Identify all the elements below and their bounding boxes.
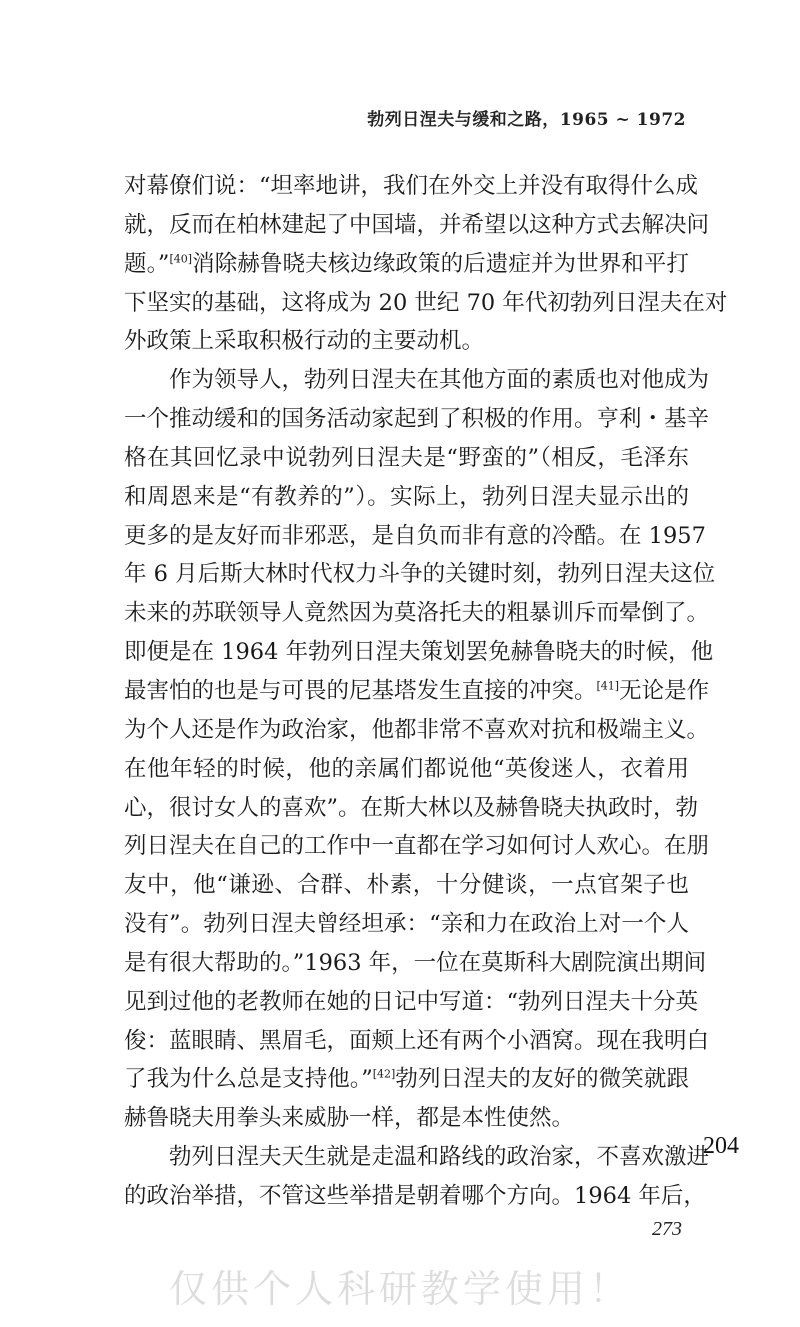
watermark: 仅供个人科研教学使用！: [168, 1267, 631, 1311]
text-line: [124, 672, 710, 711]
text-line: [124, 1060, 689, 1099]
footnote-reference: [42]: [372, 1067, 396, 1081]
text-line: [124, 633, 714, 672]
text-line: [124, 439, 689, 478]
text-line: [124, 866, 689, 905]
line-text-continued: 勃列日涅夫的友好的微笑就跟: [395, 1066, 689, 1093]
line-text: 年 6 月后斯大林时代权力斗争的关键时刻，勃列日涅夫这位: [124, 561, 716, 588]
text-line: [124, 789, 699, 828]
line-text: 未来的苏联领导人竟然因为莫洛托夫的粗暴训斥而晕倒了。: [124, 600, 710, 627]
text-line: [124, 1022, 710, 1061]
text-line: [124, 983, 699, 1022]
text-line: [124, 1138, 710, 1177]
text-line: [124, 167, 699, 206]
line-text: 题。”: [124, 250, 170, 277]
line-text: 即便是在 1964 年勃列日涅夫策划罢免赫鲁晓夫的时候，他: [124, 639, 714, 666]
paragraph: [124, 361, 716, 1138]
line-text: 一个推动缓和的国务活动家起到了积极的作用。亨利・基辛: [124, 406, 710, 433]
text-line: [124, 245, 689, 284]
line-text: 为个人还是作为政治家，他都非常不喜欢对抗和极端主义。: [124, 716, 710, 743]
text-line: [124, 284, 728, 323]
text-line: [124, 944, 707, 983]
text-line: [124, 750, 689, 789]
text-line: [124, 1177, 706, 1216]
footnote-reference: [40]: [169, 252, 193, 266]
text-line: [124, 827, 710, 866]
text-line: [124, 905, 689, 944]
page-number: 273: [652, 1218, 682, 1240]
line-text: 了我为什么总是支持他。”: [124, 1066, 373, 1093]
margin-page-reference: 204: [703, 1133, 739, 1159]
line-text: 心，很讨女人的喜欢”。在斯大林以及赫鲁晓夫执政时，勃: [124, 794, 699, 821]
line-text: 赫鲁晓夫用拳头来威胁一样，都是本性使然。: [124, 1105, 575, 1132]
line-text-continued: 无论是作: [619, 677, 710, 704]
line-text: 对幕僚们说：“坦率地讲，我们在外交上并没有取得什么成: [124, 173, 699, 199]
line-text: 在他年轻的时候，他的亲属们都说他“英俊迷人，衣着用: [124, 755, 689, 782]
line-text: 最害怕的也是与可畏的尼基塔发生直接的冲突。: [124, 677, 597, 704]
line-text: 和周恩来是“有教养的”）。实际上，勃列日涅夫显示出的: [124, 483, 689, 510]
line-text: 是有很大帮助的。”1963 年，一位在莫斯科大剧院演出期间: [124, 949, 707, 976]
text-line: [124, 361, 710, 400]
line-text: 外政策上采取积极行动的主要动机。: [124, 328, 485, 355]
footnote-reference: [41]: [596, 679, 620, 693]
line-text: 的政治举措，不管这些举措是朝着哪个方向。1964 年后，: [124, 1182, 706, 1209]
text-line: [124, 517, 706, 556]
text-line: [124, 400, 710, 439]
line-text: 更多的是友好而非邪恶，是自负而非有意的冷酷。在 1957: [124, 522, 706, 549]
text-line: [124, 594, 710, 633]
line-text: 作为领导人，勃列日涅夫在其他方面的素质也对他成为: [169, 367, 710, 394]
running-header: 勃列日涅夫与缓和之路，1965 ~ 1972: [367, 110, 686, 130]
text-line: [124, 711, 710, 750]
text-line: [124, 206, 710, 245]
text-line: [124, 555, 716, 594]
line-text: 列日涅夫在自己的工作中一直都在学习如何讨人欢心。在朋: [124, 833, 710, 860]
line-text: 没有”。勃列日涅夫曾经坦承：“亲和力在政治上对一个人: [124, 911, 689, 938]
line-text: 见到过他的老教师在她的日记中写道：“勃列日涅夫十分英: [124, 988, 699, 1015]
line-text: 勃列日涅夫天生就是走温和路线的政治家，不喜欢激进: [169, 1144, 710, 1171]
paragraph: [124, 167, 728, 361]
line-text-continued: 消除赫鲁晓夫核边缘政策的后遗症并为世界和平打: [192, 250, 689, 277]
text-line: [124, 478, 689, 517]
text-line: [124, 322, 689, 361]
line-text: 就，反而在柏林建起了中国墙，并希望以这种方式去解决问: [124, 211, 710, 238]
line-text: 友中，他“谦逊、合群、朴素，十分健谈，一点官架子也: [124, 872, 689, 899]
text-line: [124, 1099, 689, 1138]
paragraph: [124, 1138, 710, 1216]
line-text: 下坚实的基础，这将成为 20 世纪 70 年代初勃列日涅夫在对: [124, 289, 728, 316]
line-text: 俊：蓝眼睛、黑眉毛，面颊上还有两个小酒窝。现在我明白: [124, 1027, 710, 1054]
line-text: 格在其回忆录中说勃列日涅夫是“野蛮的”（相反，毛泽东: [124, 444, 689, 471]
